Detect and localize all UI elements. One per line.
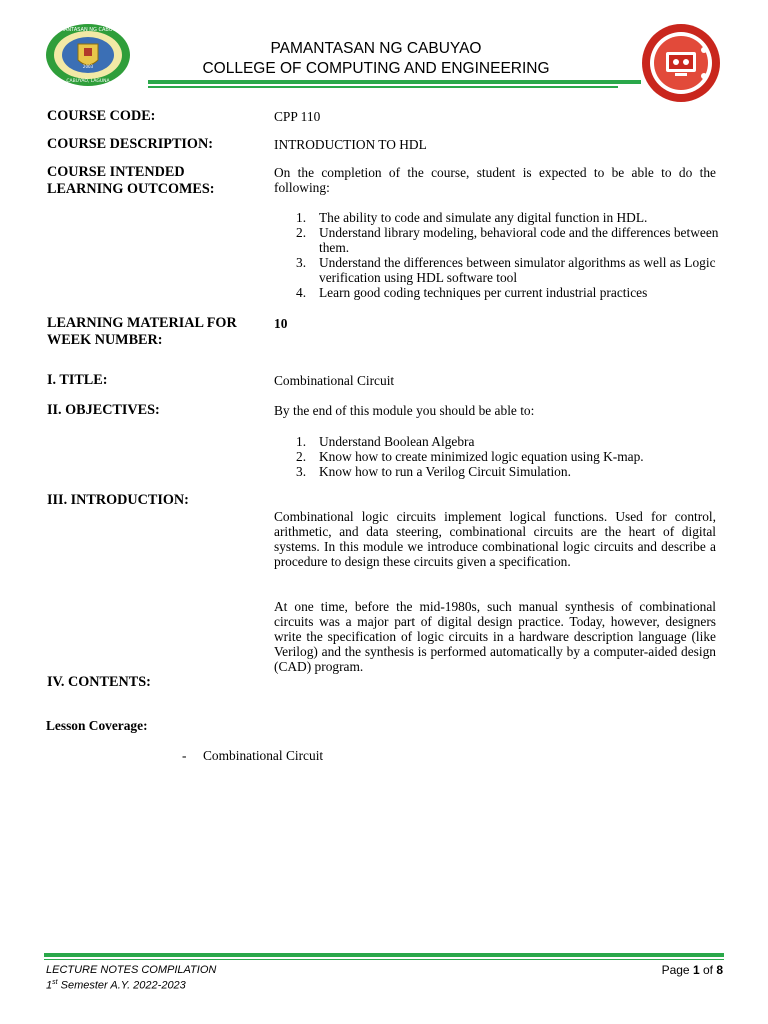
university-seal-logo [44, 22, 132, 88]
seal-text-bottom: CABUYAO, LAGUNA [66, 79, 110, 84]
list-item: 3. Know how to run a Verilog Circuit Simulation. [296, 464, 571, 479]
footer-compilation-title: LECTURE NOTES COMPILATION [46, 964, 217, 976]
title-value: Combinational Circuit [274, 373, 395, 388]
objectives-list [274, 434, 724, 479]
week-label-line1: LEARNING MATERIAL FOR [47, 315, 237, 331]
header-divider [148, 80, 641, 84]
outcomes-label-line1: COURSE INTENDED [47, 164, 185, 180]
current-page: 1 [692, 963, 700, 977]
university-name: PAMANTASAN NG CABUYAO [270, 40, 482, 57]
total-pages: 8 [716, 963, 723, 977]
introduction-paragraph-2: At one time, before the mid-1980s, such manual synthesis of combinational circuits was a major part of digital design practice. Today, however, designers write the specification of logic circuits in a hardware description language (like Verilog) and the synthesis is performed automatically by a computer-aided design (CAD) program. [274, 599, 716, 674]
course-code-label: COURSE CODE: [47, 108, 156, 124]
lesson-dash: - [182, 748, 187, 763]
lesson-item: Combinational Circuit [203, 748, 324, 763]
week-label [47, 315, 237, 349]
introduction-label: III. INTRODUCTION: [47, 492, 189, 508]
college-name: COLLEGE OF COMPUTING AND ENGINEERING [202, 60, 550, 77]
outcomes-label [47, 164, 215, 198]
contents-label: IV. CONTENTS: [47, 674, 151, 690]
list-item: 1. Understand Boolean Algebra [296, 434, 475, 449]
introduction-paragraph-1: Combinational logic circuits implement logical functions. Used for control, arithmetic, and data steering, combinational circuits are the heart of digital systems. In this module we introduce combinational logic circuits and describe a procedure to design these circuits given a specification. [274, 509, 716, 569]
list-item: 4. Learn good coding techniques per current industrial practices [296, 285, 648, 300]
footer-divider-thin [44, 959, 724, 960]
footer-divider [44, 953, 724, 957]
list-item: 2. Understand library modeling, behavioral code and the differences between them. [296, 225, 719, 255]
objectives-label: II. OBJECTIVES: [47, 402, 160, 418]
course-description-label: COURSE DESCRIPTION: [47, 136, 213, 152]
week-number-value: 10 [274, 316, 288, 331]
list-item: 2. Know how to create minimized logic equation using K-map. [296, 449, 644, 464]
page-number: Page 1 of 8 [661, 963, 723, 977]
list-item: 3. Understand the differences between simulator algorithms as well as Logic verification using HDL software tool [296, 255, 716, 285]
title-label: I. TITLE: [47, 372, 108, 388]
week-label-line2: WEEK NUMBER: [47, 332, 163, 348]
objectives-intro: By the end of this module you should be able to: [274, 403, 535, 418]
footer-semester: 1st Semester A.Y. 2022-2023 [46, 979, 186, 992]
list-item: 1. The ability to code and simulate any digital function in HDL. [296, 210, 648, 225]
outcomes-label-line2: LEARNING OUTCOMES: [47, 181, 215, 197]
lesson-coverage-label: Lesson Coverage: [46, 718, 148, 733]
seal-text-year: 2003 [82, 64, 94, 69]
course-description-value: INTRODUCTION TO HDL [274, 137, 427, 152]
header-divider-thin [148, 86, 618, 88]
course-code-value: CPP 110 [274, 109, 321, 124]
seal-text-top: PAMANTASAN NG CABUYAO [53, 27, 123, 33]
college-logo [640, 22, 722, 104]
outcomes-intro: On the completion of the course, student is expected to be able to do the following: [274, 165, 716, 195]
outcomes-list [274, 210, 724, 300]
